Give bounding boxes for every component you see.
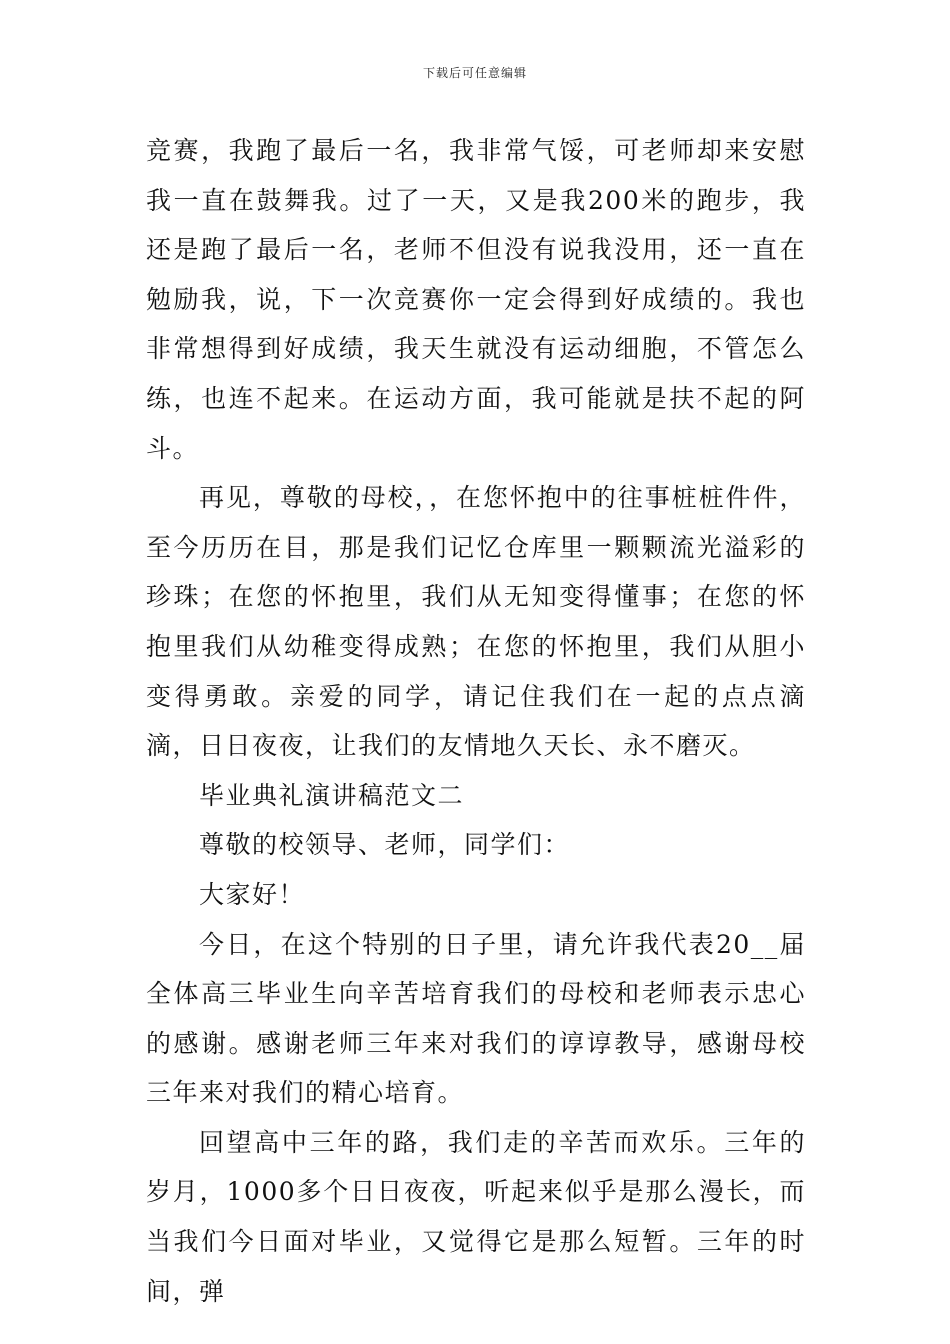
page-header: 下载后可任意编辑 [422,66,527,80]
paragraph-farewell-school: 再见，尊敬的母校，，在您怀抱中的往事桩桩件件，至今历历在目，那是我们记忆仓库里一颗颗流光溢彩的珍珠；在您的怀抱里，我们从无知变得懂事；在您的怀抱里我们从幼稚变得成熟；在您的怀抱里，我们从胆小变得勇敢。亲爱的同学，请记住我们在一起的点点滴滴，日日夜夜，让我们的友情地久天长、永不磨灭。 [146,483,806,761]
section-heading: 毕业典礼演讲稿范文二 [199,780,465,810]
paragraph-thanks: 今日，在这个特别的日子里，请允许我代表20__届全体高三毕业生向辛苦培育我们的母校和老师表示忠心的感谢。感谢老师三年来对我们的谆谆教导，感谢母校三年来对我们的精心培育。 [146,929,806,1108]
paragraph-sports-race: 竞赛，我跑了最后一名，我非常气馁，可老师却来安慰我一直在鼓舞我。过了一天，又是我200米的跑步，我还是跑了最后一名，老师不但没有说我没用，还一直在勉励我，说，下一次竞赛你一定会得到好成绩的。我也非常想得到好成绩，我天生就没有运动细胞，不管怎么练，也连不起来。在运动方面，我可能就是扶不起的阿斗。 [146,136,806,463]
greeting: 大家好！ [199,879,306,909]
salutation: 尊敬的校领导、老师，同学们： [199,830,571,860]
document-body [146,126,806,1316]
paragraph-looking-back: 回望高中三年的路，我们走的辛苦而欢乐。三年的岁月，1000多个日日夜夜，听起来似乎是那么漫长，而当我们今日面对毕业，又觉得它是那么短暂。三年的时间，弹 [146,1127,806,1306]
